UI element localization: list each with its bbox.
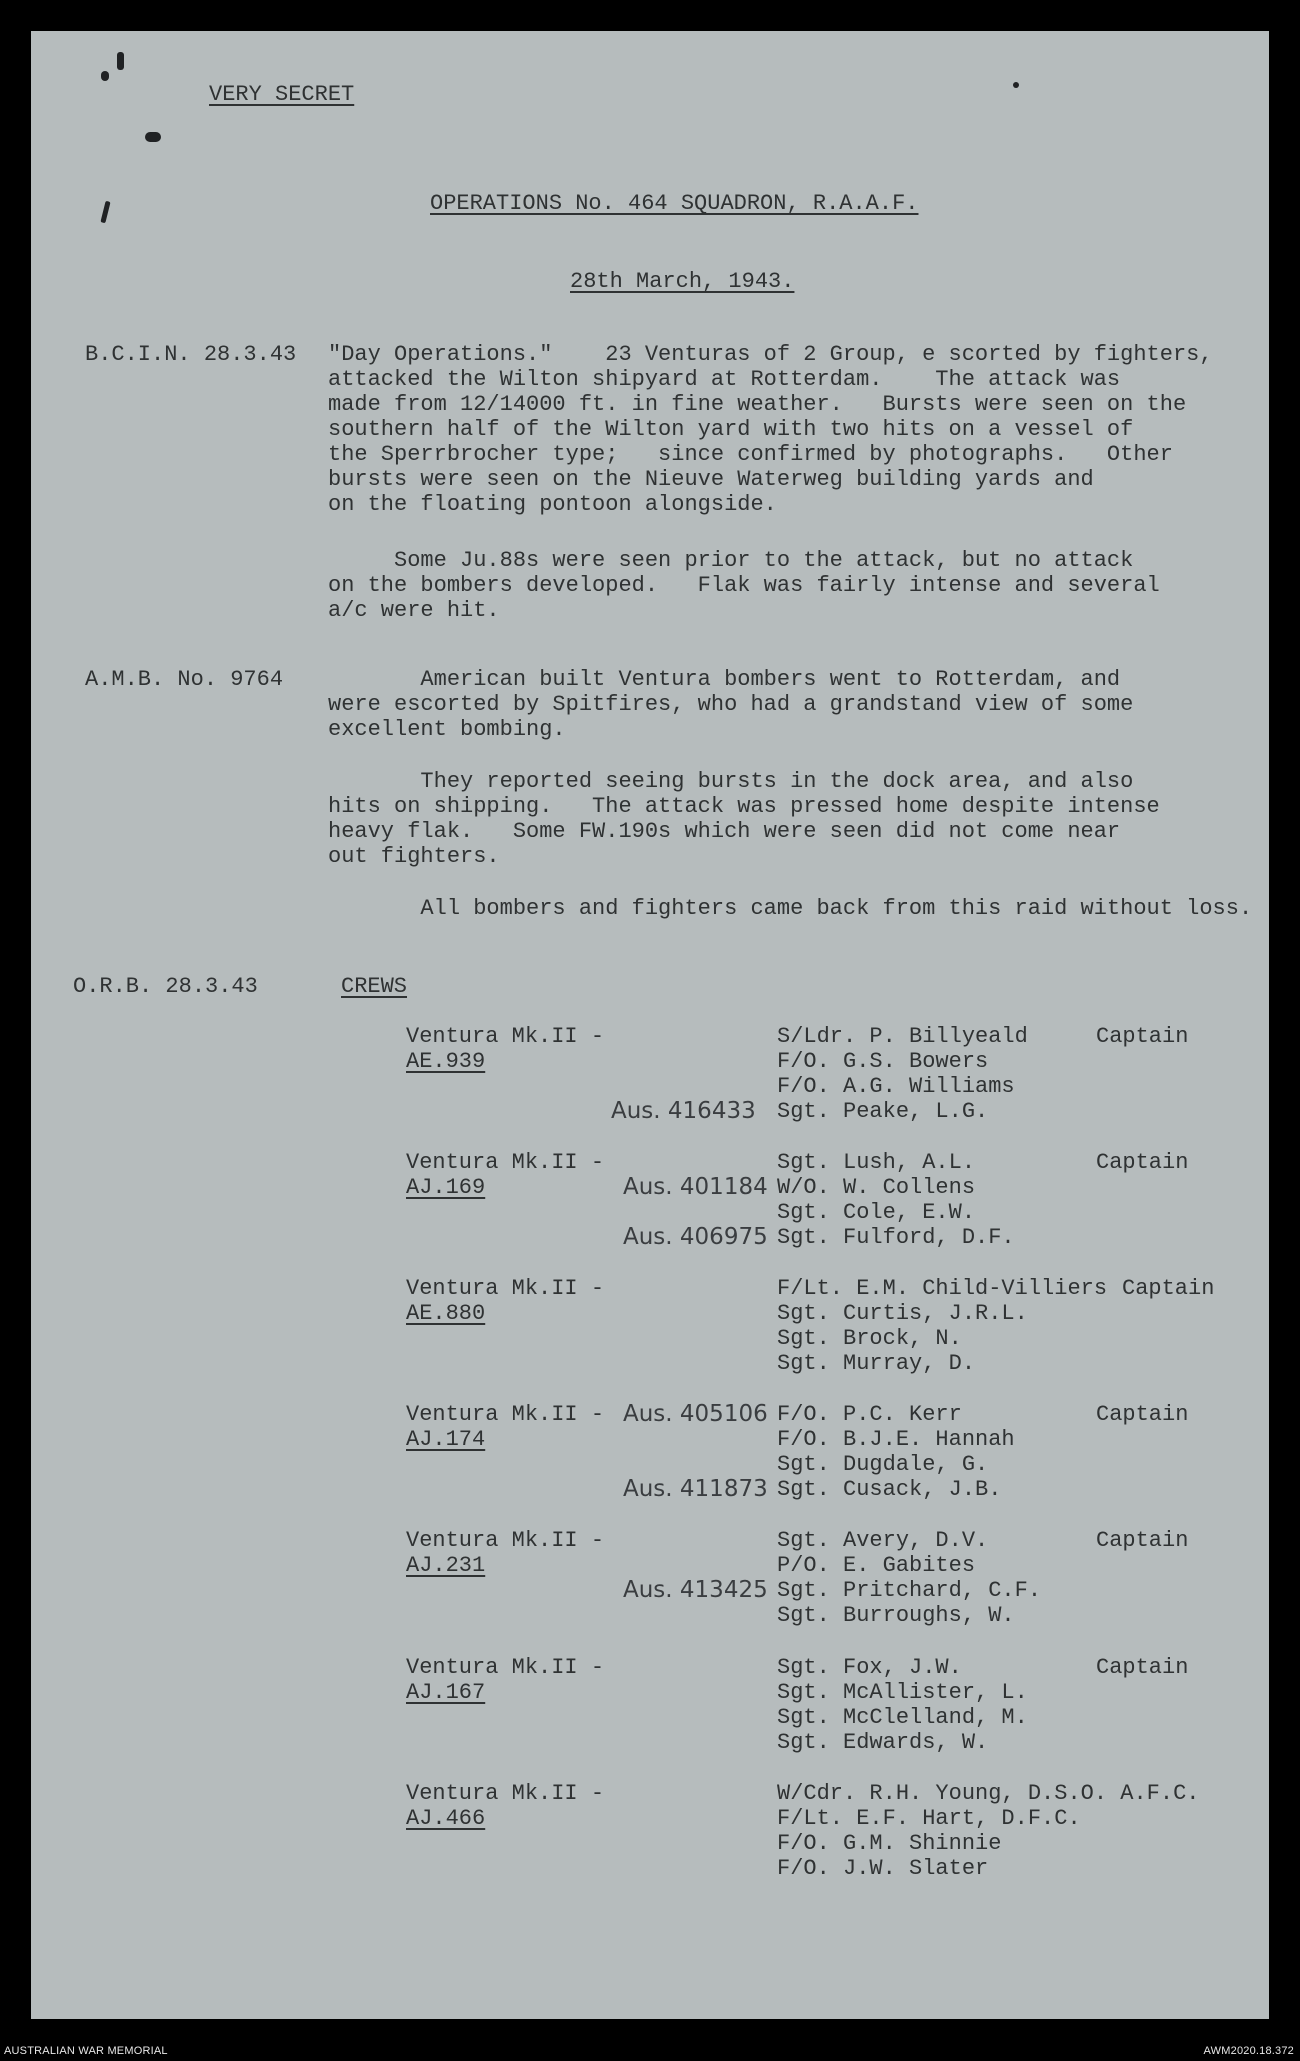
amb-reference: A.M.B. No. 9764 — [85, 667, 284, 692]
paragraph-line: excellent bombing. — [328, 717, 566, 742]
crew-member-name: F/O. G.S. Bowers — [777, 1049, 989, 1074]
crew-member-name: Sgt. Brock, N. — [777, 1326, 962, 1351]
paragraph-line: out fighters. — [328, 844, 500, 869]
aircraft-type: Ventura Mk.II - — [406, 1781, 605, 1806]
crew-member-name: W/O. W. Collens — [777, 1175, 976, 1200]
crew-member-name: Sgt. Murray, D. — [777, 1351, 976, 1376]
paragraph-line: were escorted by Spitfires, who had a grandstand view of some — [328, 692, 1134, 717]
service-number: Aus. 406975 — [623, 1224, 768, 1250]
crew-member-name: Sgt. Lush, A.L. — [777, 1150, 976, 1175]
crew-member-name: Sgt. McAllister, L. — [777, 1680, 1028, 1705]
footer-credit: AUSTRALIAN WAR MEMORIAL — [4, 2045, 168, 2057]
paragraph-line: the Sperrbrocher type; since confirmed by photographs. Other — [328, 442, 1173, 467]
crew-role: Captain — [1096, 1024, 1189, 1049]
bcin-reference: B.C.I.N. 28.3.43 — [85, 342, 297, 367]
aircraft-type: Ventura Mk.II - — [406, 1150, 605, 1175]
paragraph-line: a/c were hit. — [328, 598, 500, 623]
crew-role: Captain — [1096, 1655, 1189, 1680]
crew-member-name: F/Lt. E.M. Child-Villiers — [777, 1276, 1108, 1301]
classification: VERY SECRET — [209, 82, 355, 107]
crew-member-name: F/O. G.M. Shinnie — [777, 1831, 1002, 1856]
tear-mark — [145, 132, 161, 142]
ink-dot — [1013, 82, 1019, 88]
crew-member-name: Sgt. Pritchard, C.F. — [777, 1578, 1042, 1603]
crew-member-name: Sgt. Burroughs, W. — [777, 1603, 1015, 1628]
crew-member-name: F/O. B.J.E. Hannah — [777, 1427, 1015, 1452]
crew-member-name: Sgt. Dugdale, G. — [777, 1452, 989, 1477]
crew-member-name: Sgt. Avery, D.V. — [777, 1528, 989, 1553]
aircraft-type: Ventura Mk.II - — [406, 1276, 605, 1301]
crew-member-name: F/O. J.W. Slater — [777, 1856, 989, 1881]
paragraph-line: on the floating pontoon alongside. — [328, 492, 777, 517]
service-number: Aus. 401184 — [623, 1174, 768, 1200]
crew-member-name: Sgt. McClelland, M. — [777, 1705, 1028, 1730]
aircraft-serial: AJ.466 — [406, 1806, 486, 1831]
service-number: Aus. 411873 — [623, 1476, 768, 1502]
aircraft-serial: AJ.174 — [406, 1427, 486, 1452]
footer-catalogue-number: AWM2020.18.372 — [1203, 2045, 1294, 2057]
crew-member-name: F/O. A.G. Williams — [777, 1074, 1015, 1099]
page-title: OPERATIONS No. 464 SQUADRON, R.A.A.F. — [430, 191, 919, 216]
crew-role: Captain — [1096, 1402, 1189, 1427]
crew-member-name: Sgt. Cusack, J.B. — [777, 1477, 1002, 1502]
aircraft-serial: AE.880 — [406, 1301, 486, 1326]
tear-mark — [101, 71, 109, 81]
document-page — [31, 31, 1269, 2019]
aircraft-serial: AJ.169 — [406, 1175, 486, 1200]
paragraph-line: southern half of the Wilton yard with two hits on a vessel of — [328, 417, 1134, 442]
paragraph-line: on the bombers developed. Flak was fairly intense and several — [328, 573, 1160, 598]
service-number: Aus. 413425 — [623, 1577, 768, 1603]
document-date: 28th March, 1943. — [570, 269, 795, 294]
paragraph-line: made from 12/14000 ft. in fine weather. Bursts were seen on the — [328, 392, 1187, 417]
paragraph-line: All bombers and fighters came back from this raid without loss. — [328, 896, 1253, 921]
service-number: Aus. 405106 — [623, 1401, 768, 1427]
aircraft-type: Ventura Mk.II - — [406, 1402, 605, 1427]
crew-member-name: W/Cdr. R.H. Young, D.S.O. A.F.C. — [777, 1781, 1200, 1806]
crew-member-name: Sgt. Cole, E.W. — [777, 1200, 976, 1225]
paragraph-line: bursts were seen on the Nieuve Waterweg building yards and — [328, 467, 1094, 492]
crew-role: Captain — [1096, 1150, 1189, 1175]
paragraph-line: heavy flak. Some FW.190s which were seen did not come near — [328, 819, 1121, 844]
paragraph-line: attacked the Wilton shipyard at Rotterdam. The attack was — [328, 367, 1121, 392]
crew-role: Captain — [1096, 1528, 1189, 1553]
paragraph-line: hits on shipping. The attack was pressed home despite intense — [328, 794, 1160, 819]
crew-member-name: F/O. P.C. Kerr — [777, 1402, 962, 1427]
orb-reference: O.R.B. 28.3.43 — [73, 974, 258, 999]
crew-role: Captain — [1122, 1276, 1215, 1301]
crew-member-name: Sgt. Curtis, J.R.L. — [777, 1301, 1028, 1326]
service-number: Aus. 416433 — [611, 1098, 756, 1124]
aircraft-type: Ventura Mk.II - — [406, 1528, 605, 1553]
crew-member-name: P/O. E. Gabites — [777, 1553, 976, 1578]
aircraft-serial: AJ.167 — [406, 1680, 486, 1705]
aircraft-serial: AJ.231 — [406, 1553, 486, 1578]
aircraft-type: Ventura Mk.II - — [406, 1024, 605, 1049]
paragraph-line: "Day Operations." 23 Venturas of 2 Group, e scorted by fighters, — [328, 342, 1213, 367]
crew-member-name: S/Ldr. P. Billyeald — [777, 1024, 1028, 1049]
crews-heading: CREWS — [341, 974, 408, 999]
crew-member-name: Sgt. Fox, J.W. — [777, 1655, 962, 1680]
tear-mark — [100, 201, 110, 224]
crew-member-name: F/Lt. E.F. Hart, D.F.C. — [777, 1806, 1081, 1831]
crew-member-name: Sgt. Fulford, D.F. — [777, 1225, 1015, 1250]
aircraft-type: Ventura Mk.II - — [406, 1655, 605, 1680]
crew-member-name: Sgt. Peake, L.G. — [777, 1099, 989, 1124]
crew-member-name: Sgt. Edwards, W. — [777, 1730, 989, 1755]
paragraph-line: Some Ju.88s were seen prior to the attack, but no attack — [328, 548, 1134, 573]
tear-mark — [117, 52, 124, 70]
paragraph-line: They reported seeing bursts in the dock area, and also — [328, 769, 1134, 794]
paragraph-line: American built Ventura bombers went to Rotterdam, and — [328, 667, 1121, 692]
aircraft-serial: AE.939 — [406, 1049, 486, 1074]
